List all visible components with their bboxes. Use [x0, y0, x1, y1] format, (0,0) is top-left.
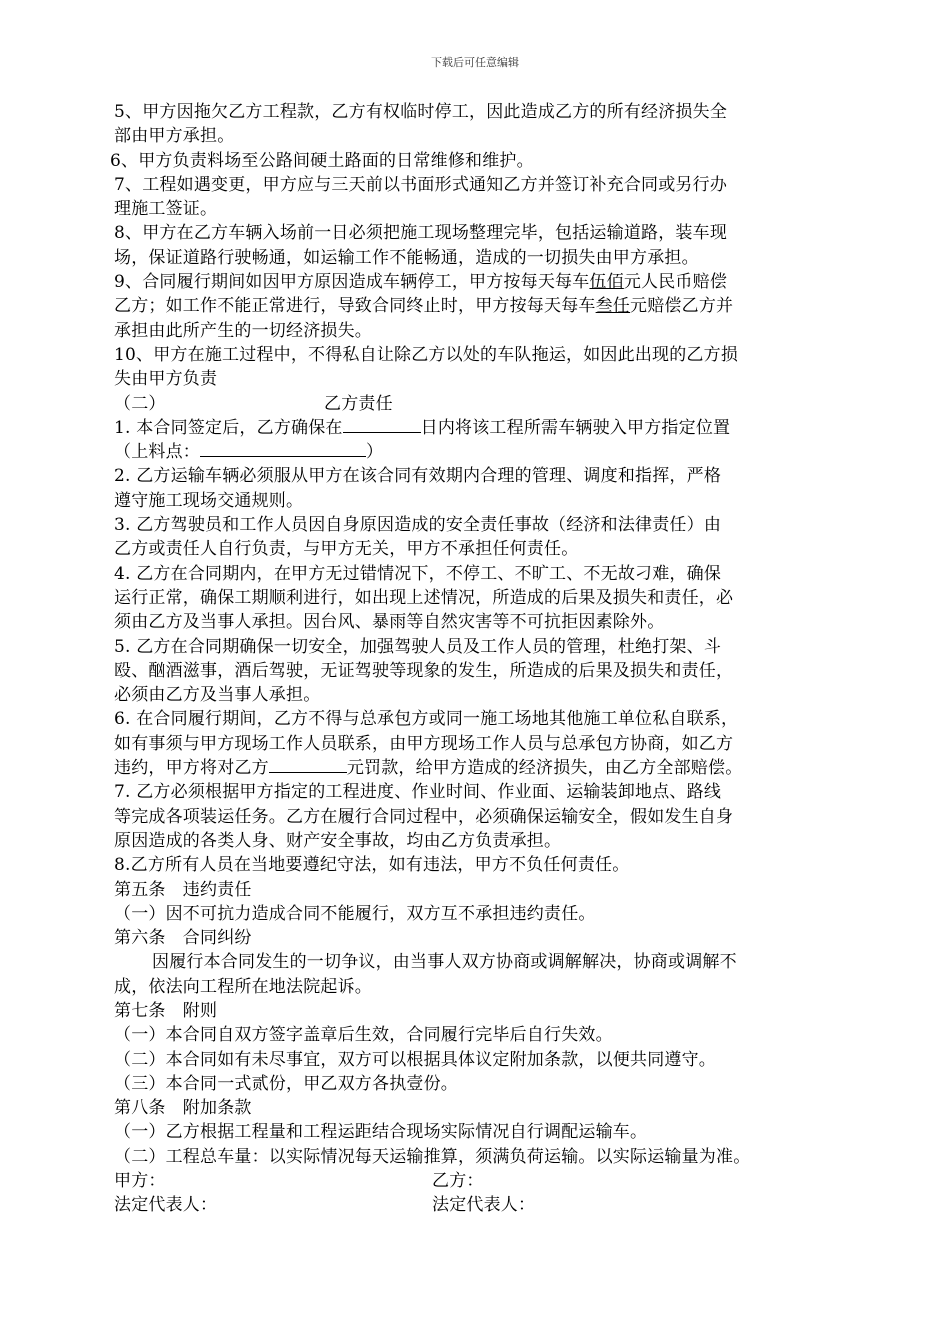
signature-row-parties	[114, 1169, 842, 1193]
blank-penalty-field[interactable]	[269, 756, 347, 773]
clause-b4-line1: 4. 乙方在合同期内，在甲方无过错情况下，不停工、不旷工、不无故刁难，确保	[114, 563, 722, 584]
party-b-representative-label: 法定代表人：	[432, 1195, 536, 1216]
clause-b4-line2: 运行正常，确保工期顺利进行，如出现上述情况，所造成的后果及损失和责任，必	[114, 587, 734, 608]
clause-b5-line3: 必须由乙方及当事人承担。	[114, 685, 321, 706]
clause-a9-line1	[114, 270, 842, 294]
text-run: 违约，甲方将对乙方	[114, 758, 269, 779]
clause-b5-line2: 殴、酗酒滋事，酒后驾驶，无证驾驶等现象的发生，所造成的后果及损失和责任，	[114, 660, 734, 681]
text-run: 元人民币赔偿	[623, 272, 728, 293]
clause-b6-line3	[114, 756, 842, 780]
text-run: ）	[366, 442, 384, 463]
section-title: 乙方责任	[324, 393, 393, 414]
clause-b5-line1: 5. 乙方在合同期确保一切安全，加强驾驶人员及工作人员的管理，杜绝打架、斗	[114, 636, 722, 657]
text-run: （上料点：	[114, 442, 200, 463]
clause-b7-line3: 原因造成的各类人身、财产安全事故，均由乙方负责承担。	[114, 830, 562, 851]
article-7-item-3: （三）本合同一式贰份，甲乙双方各执壹份。	[114, 1073, 458, 1094]
underlined-amount: 叁任	[595, 296, 631, 317]
clause-a5-line1: 5、甲方因拖欠乙方工程款，乙方有权临时停工，因此造成乙方的所有经济损失全	[114, 102, 728, 122]
text-run: 元罚款，给甲方造成的经济损失，由乙方全部赔偿。	[346, 758, 743, 779]
clause-a9-line2	[114, 294, 842, 318]
clause-b6-line2: 如有事须与甲方现场工作人员联系，由甲方现场工作人员与总承包方协商，如乙方	[114, 733, 734, 754]
section-b-heading	[114, 392, 842, 416]
clause-a9-line3: 承担由此所产生的一切经济损失。	[114, 320, 372, 341]
blank-days-field[interactable]	[343, 416, 421, 433]
article-5-item-1: （一）因不可抗力造成合同不能履行，双方互不承担违约责任。	[114, 903, 596, 924]
article-6-text-line1: 因履行本合同发生的一切争议，由当事人双方协商或调解解决，协商或调解不	[152, 952, 737, 973]
clause-a6: 6、甲方负责料场至公路间硬土路面的日常维修和维护。	[110, 150, 534, 171]
clause-a8-line1: 8、甲方在乙方车辆入场前一日必须把施工现场整理完毕，包括运输道路，装车现	[114, 223, 728, 244]
article-8-item-1: （一）乙方根据工程量和工程运距结合现场实际情况自行调配运输车。	[114, 1122, 648, 1143]
article-8-item-2: （二）工程总车量：以实际情况每天运输推算，须满负荷运输。以实际运输量为准。	[114, 1146, 751, 1167]
section-number: （二）	[114, 393, 166, 414]
party-a-representative-label: 法定代表人：	[114, 1195, 218, 1216]
article-7-item-1: （一）本合同自双方签字盖章后生效，合同履行完毕后自行失效。	[114, 1025, 613, 1046]
clause-b1-line1	[114, 416, 842, 440]
clause-b1-line2	[114, 440, 842, 464]
clause-b2-line2: 遵守施工现场交通规则。	[114, 490, 304, 511]
article-8-heading: 第八条 附加条款	[114, 1098, 252, 1119]
text-run: 9、合同履行期间如因甲方原因造成车辆停工，甲方按每天每车	[114, 272, 590, 293]
text-run: 1. 本合同签定后，乙方确保在	[114, 417, 343, 438]
clause-b7-line1: 7. 乙方必须根据甲方指定的工程进度、作业时间、作业面、运输装卸地点、路线	[114, 782, 722, 803]
clause-a5-line2: 部由甲方承担。	[114, 126, 235, 147]
article-6-heading: 第六条 合同纠纷	[114, 928, 252, 949]
text-run: 元赔偿乙方并	[630, 296, 734, 317]
article-7-heading: 第七条 附则	[114, 1000, 218, 1021]
text-run: 日内将该工程所需车辆驶入甲方指定位置	[420, 417, 731, 438]
party-a-label: 甲方：	[114, 1171, 166, 1192]
clause-a10-line2: 失由甲方负责	[114, 369, 218, 390]
article-5-heading: 第五条 违约责任	[114, 879, 252, 900]
article-6-text-line2: 成，依法向工程所在地法院起诉。	[114, 976, 372, 997]
clause-b4-line3: 须由乙方及当事人承担。因台风、暴雨等自然灾害等不可抗拒因素除外。	[114, 612, 665, 633]
underlined-amount: 伍佰	[589, 272, 624, 293]
clause-b3-line1: 3. 乙方驾驶员和工作人员因自身原因造成的安全责任事故（经济和法律责任）由	[114, 515, 722, 536]
clause-a10-line1: 10、甲方在施工过程中，不得私自让除乙方以处的车队拖运，如因此出现的乙方损	[114, 344, 739, 365]
signature-row-representatives	[114, 1193, 842, 1217]
clause-b6-line1: 6. 在合同履行期间，乙方不得与总承包方或同一施工场地其他施工单位私自联系，	[114, 709, 739, 730]
clause-a8-line2: 场，保证道路行驶畅通，如运输工作不能畅通，造成的一切损失由甲方承担。	[114, 247, 699, 268]
clause-a7-line1: 7、工程如遇变更，甲方应与三天前以书面形式通知乙方并签订补充合同或另行办	[114, 174, 728, 195]
clause-b2-line1: 2. 乙方运输车辆必须服从甲方在该合同有效期内合理的管理、调度和指挥，严格	[114, 466, 722, 487]
clause-b3-line2: 乙方或责任人自行负责，与甲方无关，甲方不承担任何责任。	[114, 539, 579, 560]
party-b-label: 乙方：	[432, 1171, 484, 1192]
clause-b8: 8.乙方所有人员在当地要遵纪守法，如有违法，甲方不负任何责任。	[114, 855, 630, 876]
clause-b7-line2: 等完成各项装运任务。乙方在履行合同过程中，必须确保运输安全，假如发生自身	[114, 806, 734, 827]
article-7-item-2: （二）本合同如有未尽事宜，双方可以根据具体议定附加条款，以便共同遵守。	[114, 1049, 716, 1070]
blank-loading-point-field[interactable]	[200, 440, 366, 457]
text-run: 乙方；如工作不能正常进行，导致合同终止时，甲方按每天每车	[114, 296, 596, 317]
page-header-note: 下载后可任意编辑	[431, 56, 519, 69]
contract-body	[110, 100, 842, 1218]
clause-a7-line2: 理施工签证。	[114, 199, 218, 220]
